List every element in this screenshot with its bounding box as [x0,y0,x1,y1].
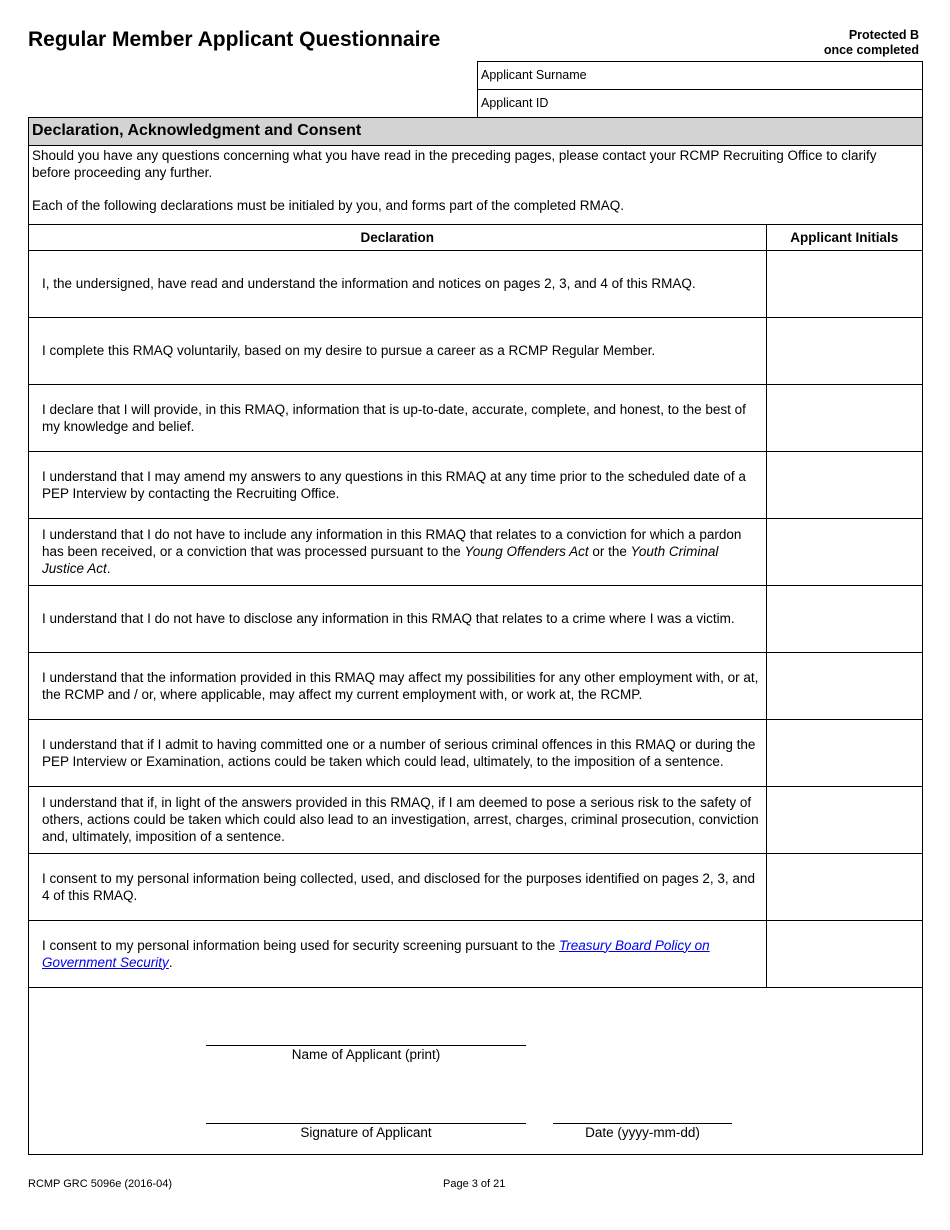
applicant-info-box [477,61,923,118]
applicant-surname-field[interactable] [478,62,922,90]
intro-text [29,146,922,225]
column-header-declaration: Declaration [29,225,766,250]
policy-link[interactable]: Treasury Board Policy on Government Security [42,937,710,970]
table-row [29,853,922,920]
table-row [29,786,922,853]
date-input-line[interactable] [553,1123,732,1124]
declaration-text: I, the undersigned, have read and understand the information and notices on pages 2, 3, and 4 of this RMAQ. [29,250,766,317]
table-row [29,384,922,451]
declaration-text [29,920,766,987]
table-row [29,920,922,987]
table-row [29,518,922,585]
table-row [29,719,922,786]
declarations-table [29,225,922,988]
act-name: Young Offenders Act [464,544,589,559]
security-classification [824,28,919,58]
declaration-text: I understand that the information provided in this RMAQ may affect my possibilities for any other employment with, or at, the RCMP and / or, where applicable, may affect my current employment with, or work at, the RCMP. [29,652,766,719]
initials-field[interactable] [766,585,922,652]
date-label: Date (yyyy-mm-dd) [585,1125,700,1140]
applicant-surname-label: Applicant Surname [481,68,587,82]
declaration-text-part: I understand that I do not have to include any information in this RMAQ that relates to a conviction for which a pardon has been received, or a conviction that was processed pursuant to the [42,527,742,559]
column-header-initials: Applicant Initials [766,225,922,250]
name-label: Name of Applicant (print) [291,1047,441,1062]
initials-field[interactable] [766,250,922,317]
applicant-id-field[interactable] [478,90,922,118]
table-row [29,652,922,719]
initials-field[interactable] [766,317,922,384]
declaration-form [28,117,923,1155]
declaration-text: I understand that I may amend my answers to any questions in this RMAQ at any time prior to the scheduled date of a PEP Interview by contacting the Recruiting Office. [29,451,766,518]
initials-field[interactable] [766,451,922,518]
declaration-text-part: . [106,561,111,576]
intro-paragraph: Each of the following declarations must be initialed by you, and forms part of the completed RMAQ. [32,198,625,213]
table-row [29,585,922,652]
table-row [29,317,922,384]
form-number: RCMP GRC 5096e (2016-04) [28,1178,173,1190]
declaration-text: I declare that I will provide, in this RMAQ, information that is up-to-date, accurate, complete, and honest, to the best of my knowledge and belief. [29,384,766,451]
initials-field[interactable] [766,920,922,987]
signature-label: Signature of Applicant [300,1125,432,1140]
declaration-text: I understand that if I admit to having committed one or a number of serious criminal offences in this RMAQ or during the PEP Interview or Examination, actions could be taken which could lead, ultimately, to the imposition of a sentence. [29,719,766,786]
signature-input-line[interactable] [206,1123,526,1124]
act-name: Youth Criminal Justice Act [42,544,719,576]
declaration-text: I understand that if, in light of the answers provided in this RMAQ, if I am deemed to pose a serious risk to the safety of others, actions could be taken which could also lead to an investigation, arrest, charges, criminal prosecution, conviction and, ultimately, imposition of a sentence. [29,786,766,853]
applicant-id-label: Applicant ID [481,96,549,110]
page-title: Regular Member Applicant Questionnaire [28,28,441,51]
table-row [29,250,922,317]
protected-label: Protected B [848,28,919,42]
table-header-row [29,225,922,250]
declaration-text: I understand that I do not have to disclose any information in this RMAQ that relates to a crime where I was a victim. [29,585,766,652]
name-input-line[interactable] [206,1045,526,1046]
table-row [29,451,922,518]
initials-field[interactable] [766,719,922,786]
intro-paragraph: Should you have any questions concerning what you have read in the preceding pages, please contact your RCMP Recruiting Office to clarify before proceeding any further. [32,148,877,180]
declaration-text [29,518,766,585]
declaration-text-part: or the [588,544,631,559]
initials-field[interactable] [766,652,922,719]
protected-sublabel: once completed [823,43,919,57]
initials-field[interactable] [766,853,922,920]
declaration-text-part: . [168,954,173,970]
page-number: Page 3 of 21 [443,1178,506,1190]
initials-field[interactable] [766,518,922,585]
declaration-text: I consent to my personal information being collected, used, and disclosed for the purposes identified on pages 2, 3, and 4 of this RMAQ. [29,853,766,920]
initials-field[interactable] [766,786,922,853]
declaration-text-part: I consent to my personal information being used for security screening pursuant to the [42,937,560,953]
section-title: Declaration, Acknowledgment and Consent [29,118,922,146]
initials-field[interactable] [766,384,922,451]
declaration-text: I complete this RMAQ voluntarily, based on my desire to pursue a career as a RCMP Regular Member. [29,317,766,384]
